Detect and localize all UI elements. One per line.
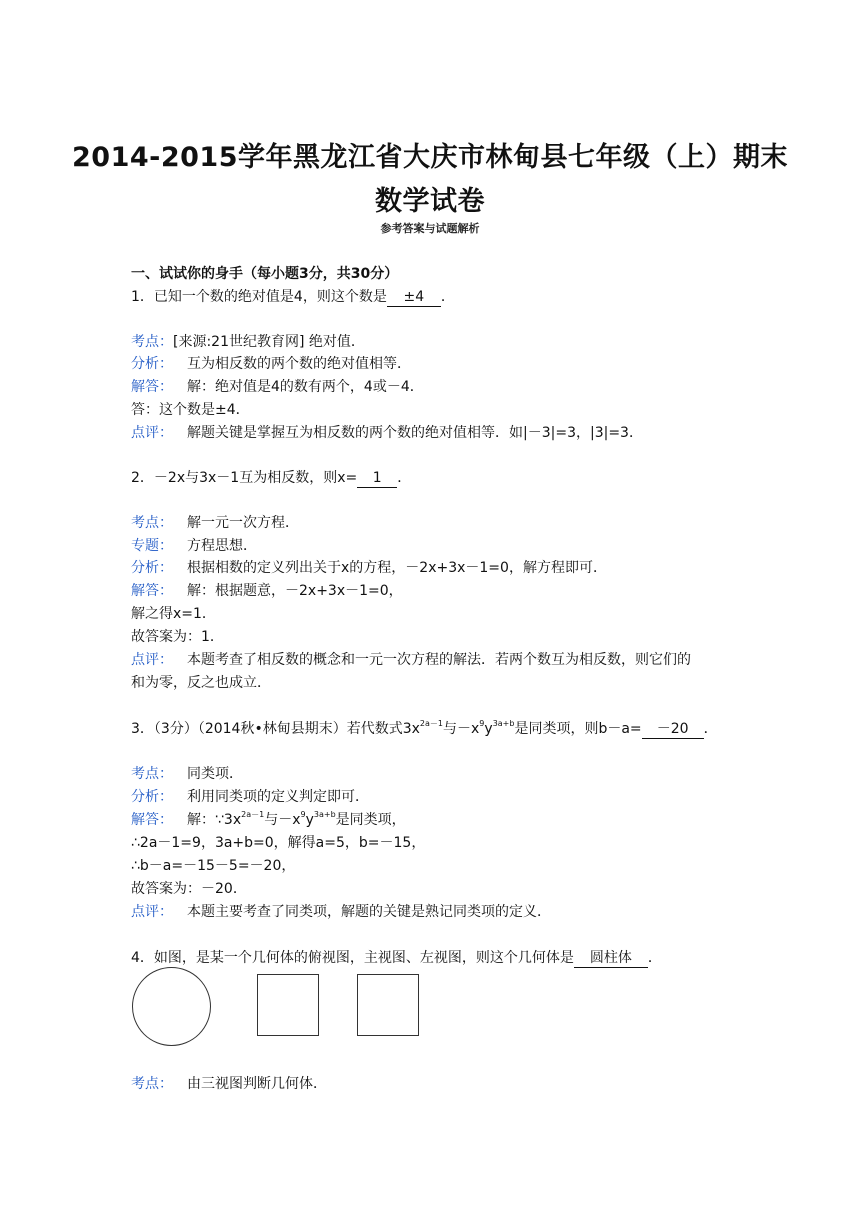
q3-jieda: 解答： 解：$\because 3x^{2a-1}$与$-x^9y^{3a+b}$是同类项， [131,810,406,828]
doc-title-line2: 数学试卷 [375,186,485,217]
q3-dianping: 点评： 本题主要考查了同类项，解题的关键是熟记同类项的定义． [131,904,551,920]
q3-kaodian: 考点： 同类项． [131,766,243,782]
q4-stem: 4．如图，是某一个几何体的俯视图，主视图、左视图，则这个几何体是 圆柱体 ． [131,950,662,966]
q4-answer: 圆柱体 [574,949,648,968]
q1-da: 答：这个数是±4． [131,402,250,418]
q2-fenxi: 分析： 根据相数的定义列出关于x的方程，－2x+3x－1=0，解方程即可． [131,560,607,576]
q3-answer: －20 [642,720,704,739]
q1-kaodian: 考点：[来源:21世纪教育网] 绝对值． [131,334,365,350]
q2-dianping-cont: 和为零，反之也成立． [131,675,271,691]
q2-answer: 1 [357,469,397,488]
q1-fenxi: 分析： 互为相反数的两个数的绝对值相等． [131,356,411,372]
q3-fenxi: 分析： 利用同类项的定义判定即可． [131,789,369,805]
q3-step1: ∴2a－1=9，3a+b=0，解得a=5，b=－15， [131,835,426,851]
q1-answer: ±4 [387,288,441,307]
q2-step1: 解之得x=1． [131,606,216,622]
section-heading: 一、试试你的身手（每小题3分，共30分） [131,266,399,282]
doc-title-line1: 2014-2015学年黑龙江省大庆市林甸县七年级（上）期末 [72,142,788,173]
q1-dianping: 点评： 解题关键是掌握互为相反数的两个数的绝对值相等．如|－3|=3，|3|=3． [131,425,643,441]
q1-jieda: 解答： 解：绝对值是4的数有两个，4或－4． [131,379,424,395]
front-view-square [257,974,319,1036]
q3-step2: ∴b－a=－15－5=－20， [131,858,296,874]
q1-stem: 1．已知一个数的绝对值是4，则这个数是 ±4 ． [131,289,455,305]
q2-zhuanti: 专题： 方程思想． [131,538,257,554]
q2-step2: 故答案为：1． [131,629,224,645]
doc-subtitle: 参考答案与试题解析 [380,222,480,235]
q3-step3: 故答案为：－20． [131,881,247,897]
q2-jieda: 解答： 解：根据题意，－2x+3x－1=0， [131,583,403,599]
side-view-square [357,974,419,1036]
q3-stem: 3．（3分）（2014秋•林甸县期末）若代数式$3x^{2a-1}$与$-x^9y^{3a+b}$是同类项，则b－a= －20 ． [131,719,718,737]
q2-stem: 2．－2x与3x－1互为相反数，则x= 1 ． [131,470,412,486]
q4-kaodian: 考点： 由三视图判断几何体． [131,1076,327,1092]
q2-kaodian: 考点： 解一元一次方程． [131,515,299,531]
top-view-circle [132,967,211,1046]
q2-dianping: 点评： 本题考查了相反数的概念和一元一次方程的解法．若两个数互为相反数，则它们的 [131,652,691,668]
